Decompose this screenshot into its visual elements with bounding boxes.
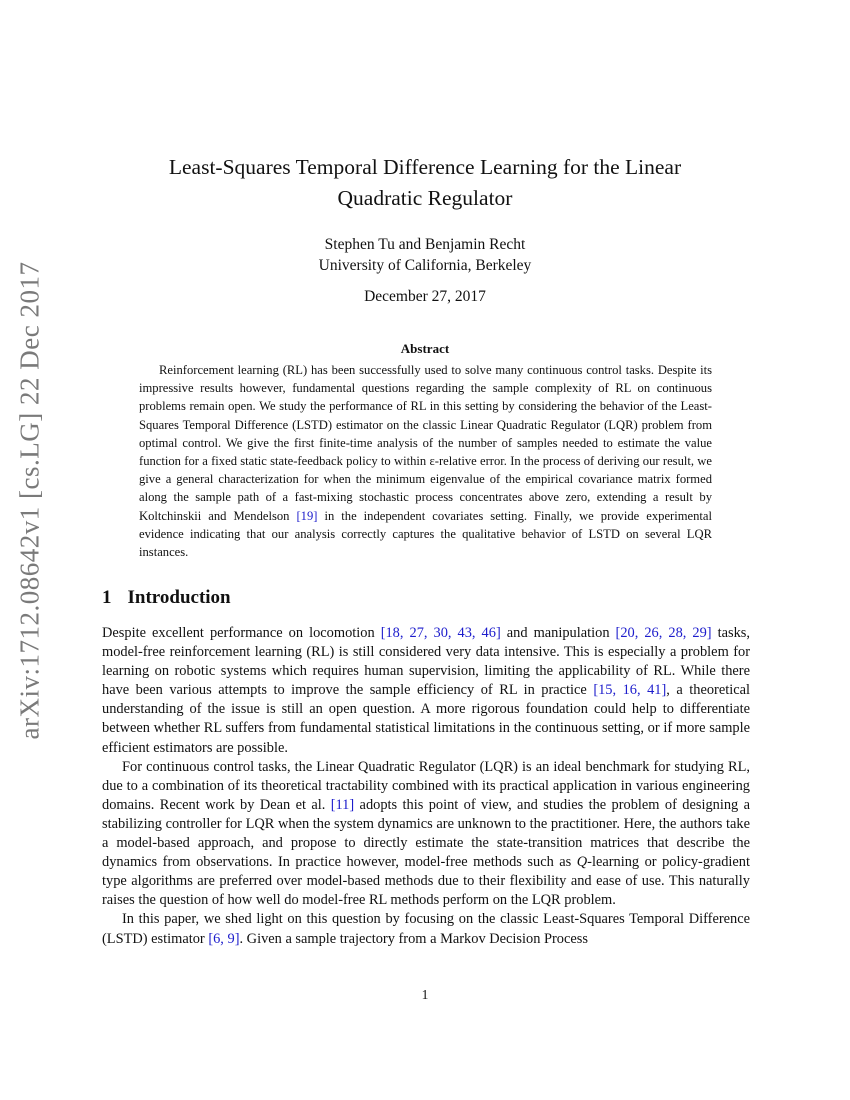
introduction-body <box>102 624 750 949</box>
author-names: Stephen Tu and Benjamin Recht <box>324 236 526 253</box>
intro-p1-text-1: Despite excellent performance on locomotion <box>102 625 381 641</box>
intro-p2-text-1: For continuous control tasks, the Linear Quadratic Regulator (LQR) is an ideal benchmark for studying RL, due to a combination of its theoretical tractability combined with its practical application in various engineering domains. Recent work by Dean et al. <box>102 758 750 813</box>
abstract-text-part-2: in the independent covariates setting. Finally, we provide experimental evidence indicating that our analysis correctly captures the qualitative behavior of LSTD on several LQR instances. <box>139 508 712 560</box>
intro-p2-text-3: -learning or policy-gradient type algorithms are preferred over model-based methods due to their flexibility and ease of use. This naturally raises the question of how well do model-free RL methods perform on the LQR problem. <box>102 854 750 909</box>
arxiv-identifier-text: arXiv:1712.08642v1 [cs.LG] 22 Dec 2017 <box>14 261 45 739</box>
q-learning-symbol: Q <box>576 854 588 871</box>
section-heading <box>102 587 231 609</box>
citation-link[interactable]: [19] <box>296 508 318 523</box>
section-number: 1 <box>102 587 112 608</box>
citation-link[interactable]: [20, 26, 28, 29] <box>615 625 712 641</box>
author-affiliation: University of California, Berkeley <box>318 257 532 274</box>
title-line-1: Least-Squares Temporal Difference Learning for the Linear <box>168 155 682 179</box>
intro-p1-text-3: tasks, model-free reinforcement learning (RL) is still considered very data intensive. This is especially a problem for learning on robotic systems which requires human supervision, limiting the applicability of RL. While there have been various attempts to improve the sample efficiency of RL in practice <box>102 625 750 699</box>
intro-p1-text-4: , a theoretical understanding of the issue is still an open question. A more rigorous foundation could help to differentiate between whether RL suffers from fundamental statistical limitations in the continuous setting, or if more sample efficient estimators are possible. <box>102 682 750 756</box>
intro-paragraph-3 <box>102 910 750 948</box>
abstract-text-part-1: Reinforcement learning (RL) has been successfully used to solve many continuous control tasks. Despite its impressive results however, fundamental questions regarding the sample complexity of RL on continuous problems remain open. We study the performance of RL in this setting by considering the behavior of the Least-Squares Temporal Difference (LSTD) estimator on the classic Linear Quadratic Regulator (LQR) problem from optimal control. We give the first finite-time analysis of the number of samples needed to estimate the value function for a fixed static state-feedback policy to within ε-relative error. In the process of deriving our result, we give a general characterization for when the minimum eigenvalue of the empirical covariance matrix formed along the sample path of a fast-mixing stochastic process concentrates above zero, extending a result by Koltchinskii and Mendelson <box>139 363 712 523</box>
abstract-text <box>139 361 712 561</box>
title-line-2: Quadratic Regulator <box>337 186 513 210</box>
section-title: Introduction <box>127 587 231 608</box>
intro-paragraph-1 <box>102 624 750 758</box>
citation-link[interactable]: [15, 16, 41] <box>593 682 667 699</box>
intro-paragraph-2 <box>102 758 750 911</box>
intro-p1-text-2: and manipulation <box>500 625 616 641</box>
paper-title <box>110 152 740 214</box>
intro-p3-text-1: In this paper, we shed light on this question by focusing on the classic Least-Squares Temporal Difference (LSTD) estimator <box>102 911 750 947</box>
page-number: 1 <box>421 987 429 1002</box>
citation-link[interactable]: [18, 27, 30, 43, 46] <box>380 625 501 641</box>
author-block <box>110 234 740 276</box>
intro-p3-text-2: . Given a sample trajectory from a Markov Decision Process <box>239 930 588 947</box>
intro-p2-text-2: adopts this point of view, and studies the problem of designing a stabilizing controller for LQR when the system dynamics are unknown to the practitioner. Here, the authors take a model-based approach, and propose to directly estimate the state-transition matrices that describe the dynamics from observations. In practice however, model-free methods such as <box>102 796 750 871</box>
arxiv-identifier-stamp <box>0 261 60 739</box>
citation-link[interactable]: [6, 9] <box>208 930 240 947</box>
abstract-heading: Abstract <box>400 341 450 356</box>
paper-date: December 27, 2017 <box>364 288 486 305</box>
citation-link[interactable]: [11] <box>330 796 355 813</box>
